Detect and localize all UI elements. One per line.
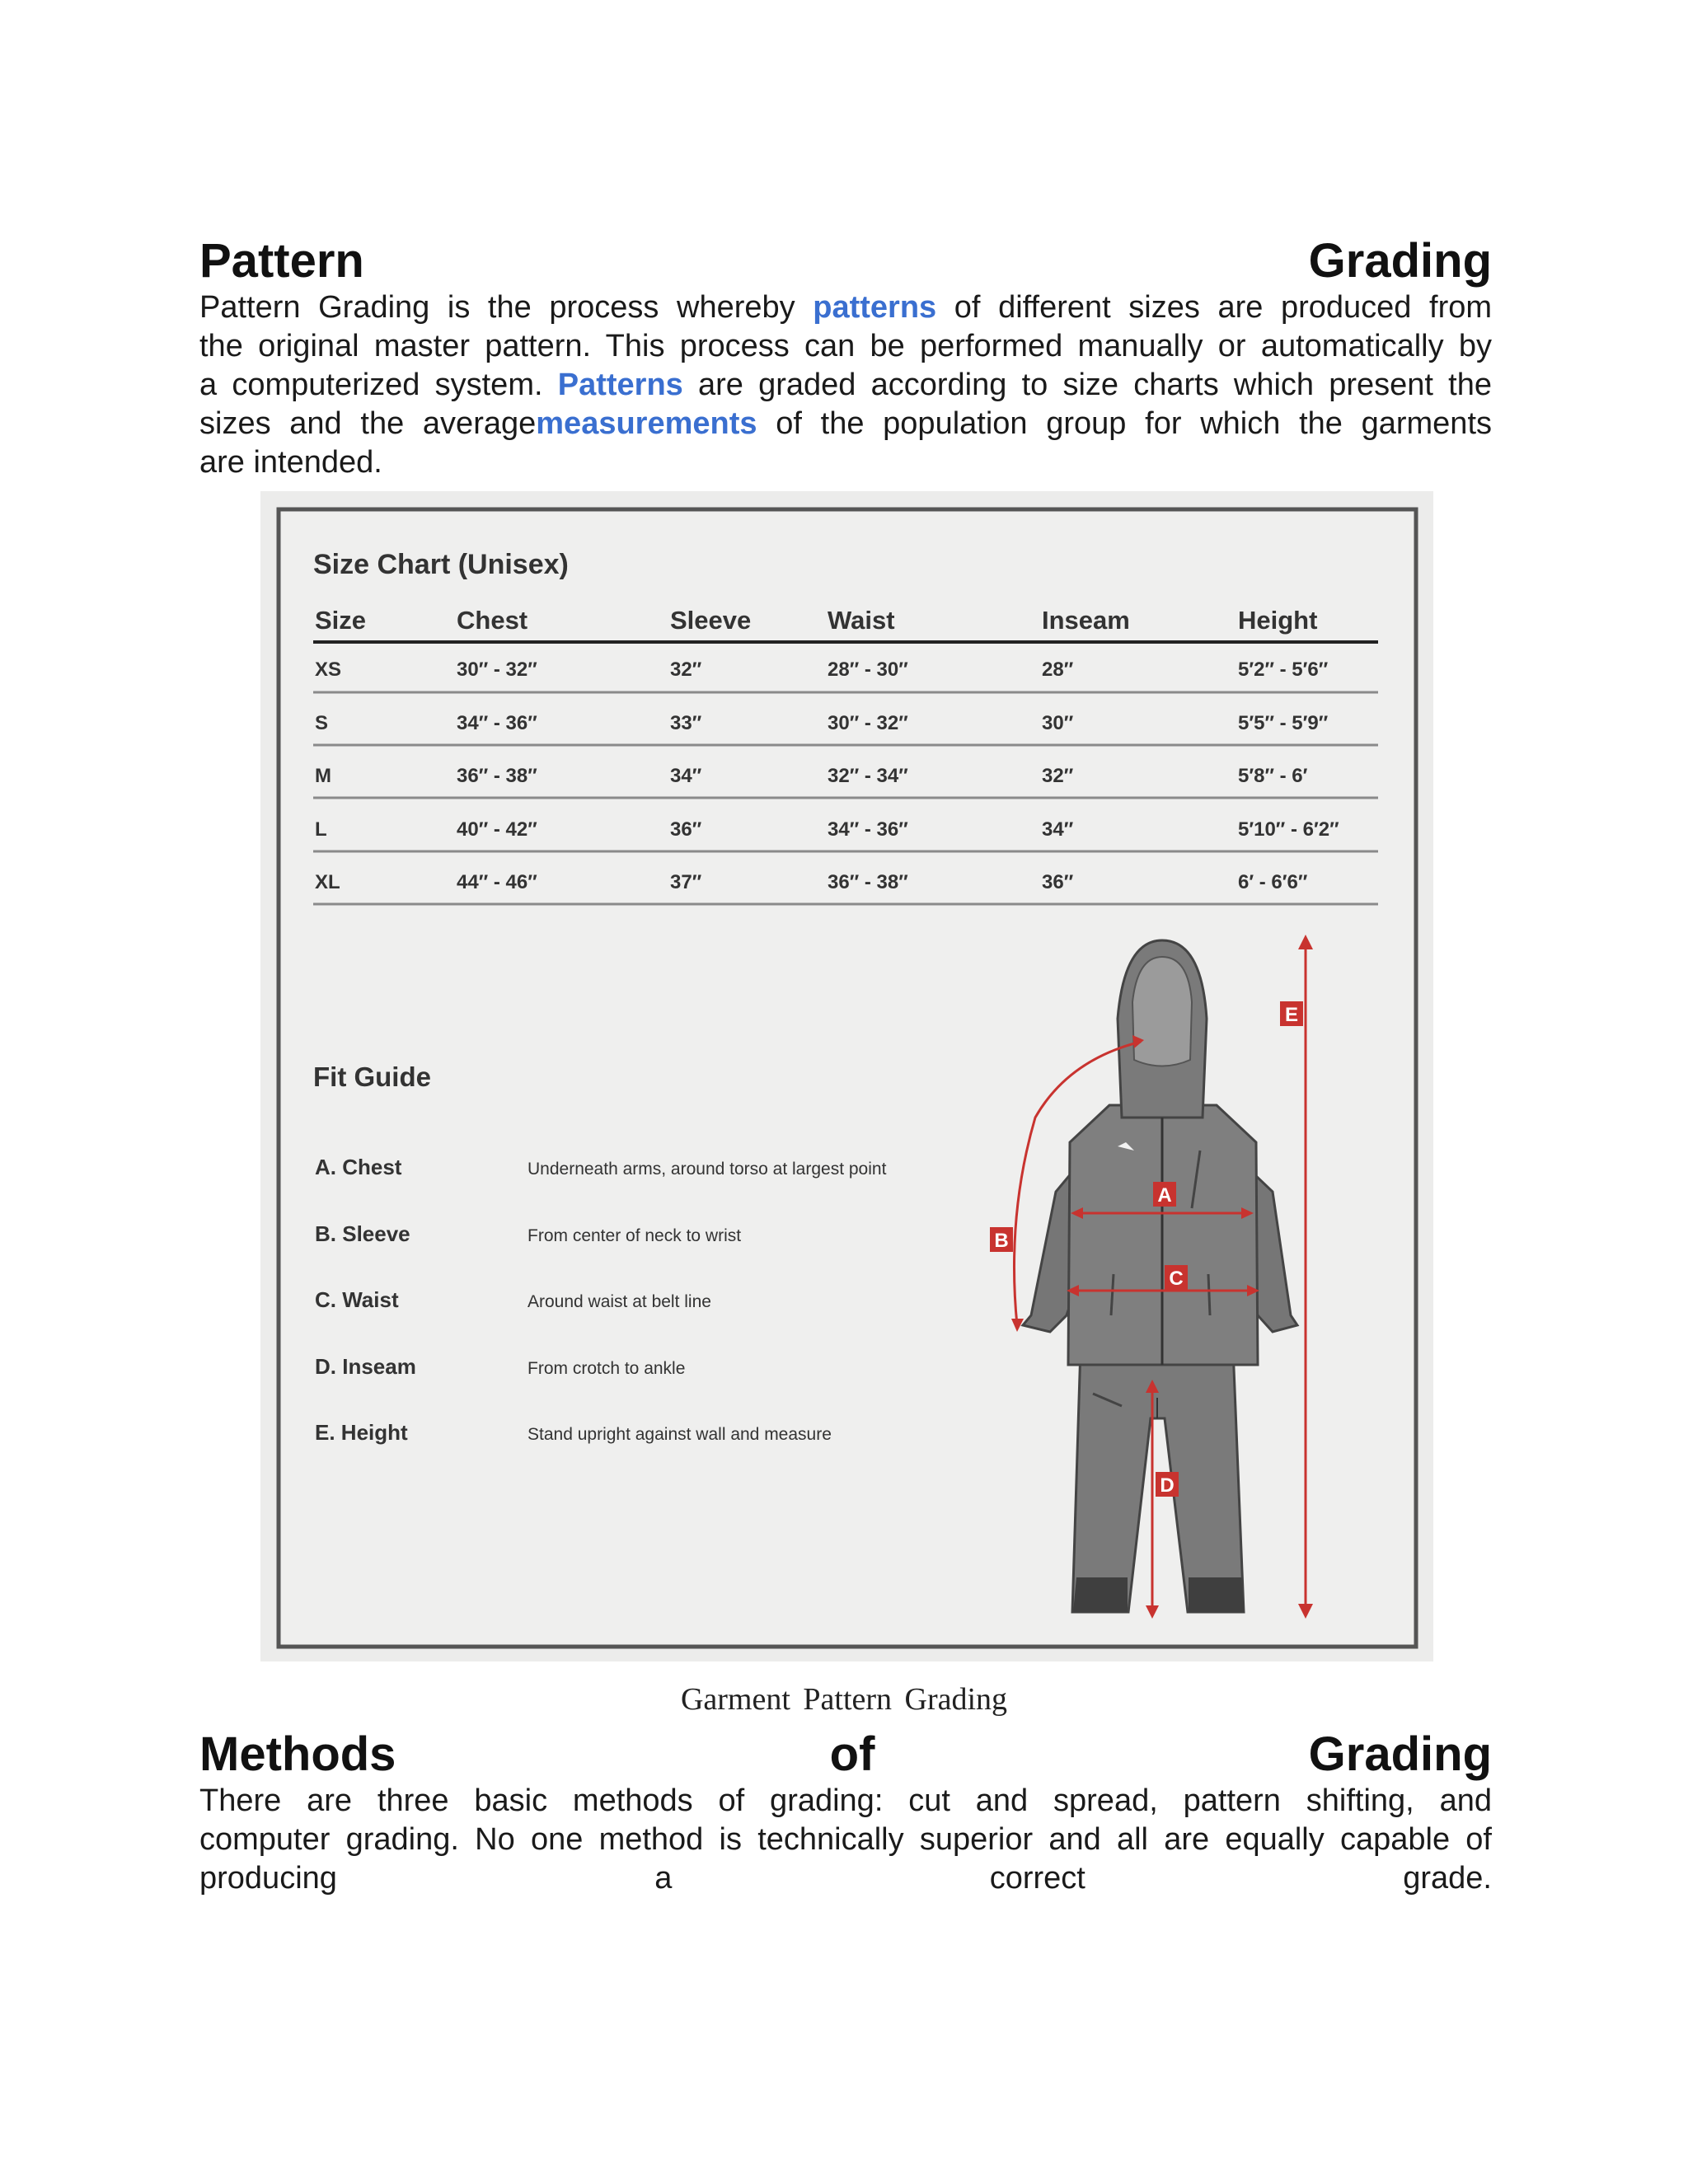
fit-item-desc: Underneath arms, around torso at largest point [528, 1160, 887, 1179]
size-chart-svg [260, 491, 1433, 1661]
table-cell: 34″ [670, 765, 702, 787]
fit-item-desc: Stand upright against wall and measure [528, 1425, 832, 1444]
table-cell: L [315, 818, 327, 841]
paragraph-line: computer grading. No one method is technically superior and all are equally capable of [199, 1822, 1492, 1857]
fit-item-label: A. Chest [315, 1155, 402, 1179]
fit-item-desc: From crotch to ankle [528, 1359, 686, 1378]
text-run: grade. [1403, 1861, 1492, 1896]
column-header: Height [1238, 606, 1318, 635]
text-run: producing [199, 1861, 337, 1896]
fit-item-label: C. Waist [315, 1287, 399, 1312]
table-cell: 28″ [1042, 658, 1074, 681]
fit-item-label: E. Height [315, 1420, 408, 1445]
marker-label-b: B [994, 1230, 1009, 1252]
marker-label-e: E [1284, 1004, 1299, 1026]
paragraph-line [199, 405, 1492, 443]
table-cell: 36″ [670, 818, 702, 841]
table-cell: 37″ [670, 871, 702, 893]
intro-paragraph [199, 288, 1492, 482]
pant-cuff-left [1073, 1577, 1128, 1612]
table-cell: 30″ - 32″ [457, 658, 537, 681]
keyword-link-patterns[interactable]: patterns [813, 290, 937, 325]
table-cell: 5′10″ - 6′2″ [1238, 818, 1339, 841]
section-heading-pattern-grading [199, 234, 1492, 288]
column-header: Waist [828, 606, 895, 635]
figure-caption: Garment Pattern Grading [680, 1682, 1008, 1717]
fit-item-desc: Around waist at belt line [528, 1292, 711, 1311]
keyword-link-measurements[interactable]: measurements [536, 406, 757, 441]
marker-label-a: A [1157, 1184, 1172, 1207]
table-cell: 32″ [670, 658, 702, 681]
hood-opening [1132, 957, 1192, 1066]
table-cell: 44″ - 46″ [457, 871, 537, 893]
marker-label-c: C [1169, 1268, 1184, 1290]
text-run: a computerized system. [199, 368, 543, 402]
table-cell: 32″ [1042, 765, 1074, 787]
text-run: a [654, 1861, 673, 1896]
paragraph-line [199, 288, 1492, 327]
keyword-link-patterns[interactable]: Patterns [557, 368, 683, 402]
text-run: sizes and the average [199, 406, 537, 441]
paragraph-line [199, 366, 1492, 405]
table-cell: 34″ - 36″ [828, 818, 908, 841]
table-cell: 30″ - 32″ [828, 712, 908, 734]
heading-word: Methods [199, 1727, 396, 1781]
table-cell: 30″ [1042, 712, 1074, 734]
column-header: Size [315, 606, 367, 635]
section-heading-methods-of-grading [199, 1727, 1492, 1782]
fit-item-label: D. Inseam [315, 1354, 416, 1379]
table-cell: 36″ - 38″ [457, 765, 537, 787]
table-cell: 5′2″ - 5′6″ [1238, 658, 1329, 681]
table-cell: XS [315, 658, 342, 681]
heading-word: Pattern [199, 234, 364, 288]
marker-label-d: D [1160, 1474, 1175, 1497]
heading-word: Grading [1308, 1727, 1492, 1781]
paragraph-line: There are three basic methods of grading: cut and spread, pattern shifting, and [199, 1783, 1492, 1818]
table-cell: 36″ [1042, 871, 1074, 893]
text-run: Pattern Grading is the process whereby [199, 290, 795, 325]
heading-word: of [829, 1727, 875, 1781]
column-header: Inseam [1042, 606, 1130, 635]
text-run: correct [989, 1861, 1085, 1896]
methods-paragraph [199, 1782, 1492, 1898]
column-header: Chest [457, 606, 528, 635]
fit-item-desc: From center of neck to wrist [528, 1226, 742, 1245]
table-cell: 5′5″ - 5′9″ [1238, 712, 1329, 734]
table-cell: 40″ - 42″ [457, 818, 537, 841]
table-cell: XL [315, 871, 340, 893]
size-chart-figure [260, 491, 1433, 1661]
paragraph-line: are intended. [199, 445, 382, 480]
side-pocket-seam [1208, 1274, 1210, 1315]
table-cell: 5′8″ - 6′ [1238, 765, 1308, 787]
pant-cuff-right [1189, 1577, 1244, 1612]
fit-guide-title: Fit Guide [313, 1062, 431, 1092]
table-cell: 36″ - 38″ [828, 871, 908, 893]
table-cell: 33″ [670, 712, 702, 734]
table-cell: 34″ [1042, 818, 1074, 841]
text-run: of different sizes are produced from [954, 290, 1493, 325]
table-cell: 34″ - 36″ [457, 712, 537, 734]
column-header: Sleeve [670, 606, 752, 635]
table-cell: M [315, 765, 331, 787]
table-cell: 6′ - 6′6″ [1238, 871, 1308, 893]
table-cell: 32″ - 34″ [828, 765, 908, 787]
fit-item-label: B. Sleeve [315, 1221, 410, 1246]
paragraph-line [199, 1859, 1492, 1898]
paragraph-line: the original master pattern. This process can be performed manually or automatically by [199, 329, 1492, 363]
size-chart-title: Size Chart (Unisex) [313, 549, 569, 580]
text-run: of the population group for which the garments [776, 406, 1493, 441]
heading-word: Grading [1308, 234, 1492, 288]
text-run: are graded according to size charts which present the [698, 368, 1493, 402]
table-cell: S [315, 712, 329, 734]
table-cell: 28″ - 30″ [828, 658, 908, 681]
